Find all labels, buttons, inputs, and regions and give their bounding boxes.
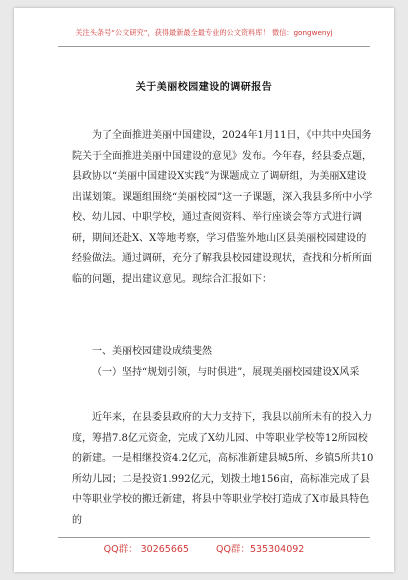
section-heading: 一、美丽校园建设成绩斐然 [92,346,212,357]
footer-qq-group-1: QQ群： 30265665 [103,544,189,555]
footer-note [14,541,394,555]
subsection-heading: （一）坚持“规划引领，与时俱进”，展现美丽校园建设X风采 [92,367,360,378]
footer-qq-group-2: QQ群：535304092 [216,544,305,555]
paragraph-body: 近年来，在县委县政府的大力支持下，我县以前所未有的投入力度，筹措7.8亿元资金，完成了X幼儿园、中等职业学校等12所园校的新建。一是相继投资4.2亿元，高标准新建县城5所、乡镇5所共10所幼儿园；二是投资1.992亿元，划拨土地156亩，高标准完成了县中等职业学校的搬迁新建，将县中等职业学校打造成了X市最具特色的 [72,412,374,526]
header-note: 关注头条号“公文研究”，获得最新最全最专业的公文资料库！ 微信：gongwenyj [75,28,333,37]
document-page [14,8,394,572]
footer-divider [58,537,370,538]
document-title: 关于美丽校园建设的调研报告 [135,82,273,93]
paragraph-intro: 为了全面推进美丽中国建设，2024年1月11日，《中共中央国务院关于全面推进美丽中国建设的意见》发布。今年春，经县委点题，县政协以“美丽中国建设X实践”为课题成立了调研组，为美丽X建设出谋划策。课题组围绕“美丽校园”这一子课题，深入我县多所中小学校、幼儿园、中职学校，通过查阅资料、举行座谈会等方式进行调研，期间还赴X、X等地考察，学习借鉴外地山区县美丽校园建设的经验做法。通过调研，充分了解我县校园建设现状，查找和分析所面临的问题，提出建议意见。现综合汇报如下： [72,130,373,285]
header-divider [58,46,370,47]
